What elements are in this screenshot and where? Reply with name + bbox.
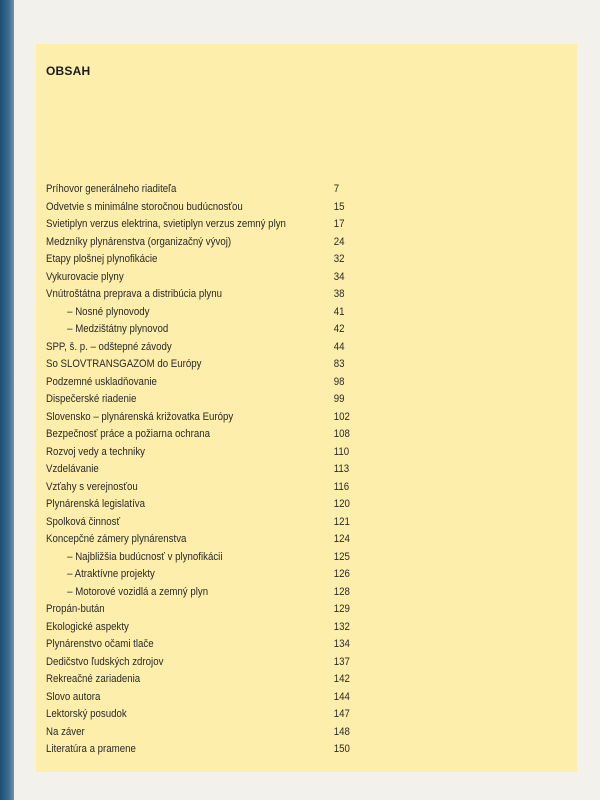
toc-entry-page-number: 110 [333,445,350,458]
toc-entry-page-number: 132 [333,620,350,633]
paper-sheet [14,0,600,800]
toc-entry [46,286,345,304]
toc-entry [46,374,345,392]
toc-entry [46,409,350,427]
toc-entry-label: Plynárenská legislatíva [46,498,146,510]
toc-entry [46,479,350,497]
toc-entry [46,514,350,532]
toc-entry [46,496,350,514]
table-of-contents [46,181,366,759]
toc-entry-label: Koncepčné zámery plynárenstva [46,533,187,545]
toc-entry [46,636,350,654]
toc-entry-label: Vzdelávanie [46,463,99,475]
toc-entry-page-number: 150 [333,743,350,755]
toc-entry [46,356,345,374]
toc-entry-page-number: 32 [333,253,345,265]
toc-entry-page-number: 34 [333,270,345,283]
toc-entry [46,531,350,549]
toc-entry-label: – Najbližšia budúcnosť v plynofikácii [67,550,223,563]
toc-entry-label: – Medzištátny plynovod [67,323,169,335]
toc-entry-label: Odvetvie s minimálne storočnou budúcnosťou [46,200,243,213]
toc-entry-page-number: 147 [333,708,350,720]
toc-entry-label: Literatúra a pramene [46,743,136,755]
toc-entry-label: Lektorský posudok [46,708,127,720]
toc-entry-label: Vykurovacie plyny [46,270,124,283]
toc-entry-label: Dispečerské riadenie [46,393,137,405]
toc-entry-page-number: 38 [333,288,345,300]
toc-entry-label: Spolková činnosť [46,515,121,528]
toc-entry-label: Podzemné uskladňovanie [46,375,157,388]
toc-entry-label: SPP, š. p. – odštepné závody [46,340,172,353]
toc-entry [46,741,350,759]
page-title: OBSAH [46,64,91,78]
toc-entry [46,566,350,584]
toc-entry [46,269,345,287]
toc-entry-label: So SLOVTRANSGAZOM do Európy [46,358,202,370]
toc-entry-label: Slovo autora [46,690,101,703]
toc-entry [46,199,345,217]
toc-entry-page-number: 42 [333,323,345,335]
toc-entry-page-number: 113 [333,463,350,475]
toc-entry-label: Vnútroštátna preprava a distribúcia plynu [46,288,222,300]
toc-entry [46,601,350,619]
toc-entry-page-number: 144 [333,690,350,703]
toc-entry-page-number: 129 [333,603,350,615]
toc-entry [46,549,350,567]
toc-entry-label: Na záver [46,725,85,738]
toc-entry-page-number: 121 [333,515,350,528]
toc-entry-page-number: 7 [333,183,340,195]
toc-entry-page-number: 99 [333,393,345,405]
toc-entry-label: Svietiplyn verzus elektrina, svietiplyn verzus zemný plyn [46,218,286,230]
toc-entry-label: Slovensko – plynárenská križovatka Európy [46,410,234,423]
toc-entry [46,426,350,444]
toc-entry-label: Ekologické aspekty [46,620,129,633]
toc-entry-label: – Motorové vozidlá a zemný plyn [67,585,209,598]
toc-entry [46,584,350,602]
toc-entry [46,654,350,672]
toc-entry-label: – Nosné plynovody [67,305,150,318]
toc-entry-page-number: 15 [333,200,345,213]
toc-entry [46,689,350,707]
toc-entry [46,304,345,322]
toc-entry-label: Príhovor generálneho riaditeľa [46,183,177,195]
toc-entry [46,461,350,479]
toc-entry-label: Plynárenstvo očami tlače [46,638,154,650]
toc-entry [46,181,340,199]
toc-entry [46,619,350,637]
toc-entry [46,251,345,269]
toc-entry-page-number: 44 [333,340,345,353]
toc-entry [46,444,350,462]
toc-entry-page-number: 124 [333,533,350,545]
toc-entry-page-number: 128 [333,585,350,598]
toc-entry [46,671,350,689]
toc-entry [46,706,350,724]
toc-entry-page-number: 108 [333,428,350,440]
toc-entry [46,216,345,234]
toc-entry-page-number: 125 [333,550,350,563]
toc-entry-page-number: 142 [333,673,350,685]
toc-entry-label: – Atraktívne projekty [67,568,155,580]
yellow-page [36,44,577,772]
toc-entry-page-number: 116 [333,480,350,493]
toc-entry-page-number: 41 [333,305,345,318]
toc-entry-label: Bezpečnosť práce a požiarna ochrana [46,428,210,440]
toc-entry-page-number: 17 [333,218,345,230]
toc-entry-label: Dedičstvo ľudských zdrojov [46,655,164,668]
toc-entry-label: Rekreačné zariadenia [46,673,141,685]
toc-entry-label: Propán-bután [46,603,105,615]
toc-entry-page-number: 83 [333,358,345,370]
toc-entry-label: Medzníky plynárenstva (organizačný vývoj) [46,235,232,248]
toc-entry-label: Etapy plošnej plynofikácie [46,253,158,265]
toc-entry-label: Vzťahy s verejnosťou [46,480,138,493]
toc-entry [46,724,350,742]
toc-entry [46,234,345,252]
toc-entry-page-number: 102 [333,410,350,423]
toc-entry-page-number: 24 [333,235,345,248]
toc-entry-page-number: 134 [333,638,350,650]
toc-entry-page-number: 120 [333,498,350,510]
toc-entry-page-number: 126 [333,568,350,580]
toc-entry-page-number: 148 [333,725,350,738]
toc-entry-page-number: 137 [333,655,350,668]
toc-entry [46,321,345,339]
toc-entry [46,339,345,357]
toc-entry-page-number: 98 [333,375,345,388]
toc-entry-label: Rozvoj vedy a techniky [46,445,145,458]
toc-entry [46,391,345,409]
